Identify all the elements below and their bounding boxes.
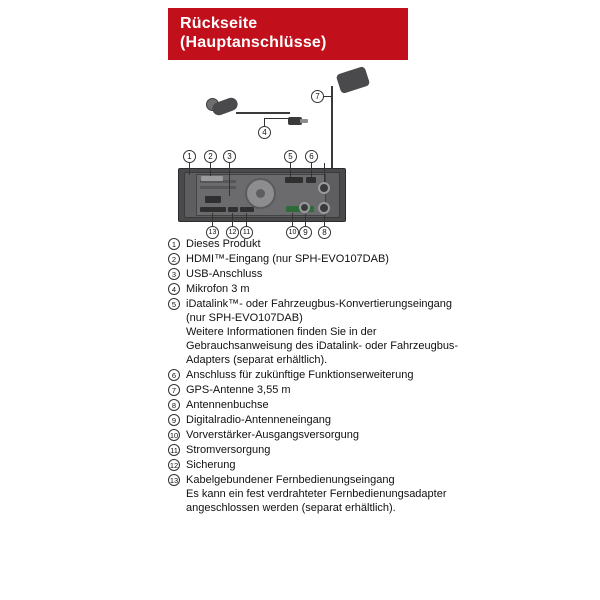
callout-6: 6 bbox=[305, 150, 318, 163]
leader-line-11 bbox=[246, 213, 247, 226]
leader-line-1 bbox=[189, 163, 190, 175]
microphone-plug-tip-icon bbox=[300, 119, 308, 123]
microphone-cable bbox=[236, 112, 290, 114]
connector-gps-antenna bbox=[318, 182, 330, 194]
callout-9: 9 bbox=[299, 226, 312, 239]
cooling-fan-icon bbox=[245, 178, 276, 209]
gps-antenna-cable bbox=[331, 86, 333, 170]
page-title-line-1: Rückseite bbox=[180, 15, 258, 32]
connector-digital-radio-antenna bbox=[299, 202, 310, 213]
page-title-banner bbox=[168, 8, 408, 60]
legend-label: Digitalradio-Antenneneingang bbox=[186, 414, 331, 426]
legend-label: GPS-Antenne 3,55 m bbox=[186, 384, 291, 396]
list-item bbox=[168, 473, 468, 515]
legend-list bbox=[168, 237, 468, 516]
callout-5: 5 bbox=[284, 150, 297, 163]
connector-power bbox=[240, 207, 254, 212]
legend-number: 11 bbox=[168, 444, 180, 456]
legend-number: 6 bbox=[168, 369, 180, 381]
callout-11: 11 bbox=[240, 226, 253, 239]
callout-4: 4 bbox=[258, 126, 271, 139]
callout-7: 7 bbox=[311, 90, 324, 103]
list-item bbox=[168, 398, 468, 412]
list-item bbox=[168, 297, 468, 367]
legend-number: 10 bbox=[169, 431, 179, 440]
legend-label: Vorverstärker-Ausgangsversorgung bbox=[186, 429, 360, 441]
leader-line-9 bbox=[305, 214, 306, 226]
list-item bbox=[168, 383, 468, 397]
leader-line-7 bbox=[324, 163, 325, 182]
legend-number: 13 bbox=[169, 476, 179, 485]
callout-10: 10 bbox=[286, 226, 299, 239]
leader-line-12 bbox=[232, 213, 233, 226]
connector-wired-remote bbox=[200, 207, 226, 212]
legend-number: 12 bbox=[169, 461, 179, 470]
connector-fuse bbox=[228, 207, 238, 212]
legend-label: iDatalink™- oder Fahrzeugbus-Konvertierungseingang (nur SPH-EVO107DAB) bbox=[186, 298, 452, 324]
leader-line-4b bbox=[264, 118, 265, 126]
leader-line-10 bbox=[292, 213, 293, 226]
connector-expansion bbox=[306, 177, 316, 183]
vent-slot bbox=[200, 186, 236, 189]
list-item bbox=[168, 428, 468, 442]
callout-1: 1 bbox=[183, 150, 196, 163]
page-title-line-2: (Hauptanschlüsse) bbox=[180, 34, 327, 51]
list-item bbox=[168, 267, 468, 281]
callout-13: 13 bbox=[206, 226, 219, 239]
legend-number: 3 bbox=[168, 268, 180, 280]
legend-label: Dieses Produkt bbox=[186, 238, 261, 250]
legend-number: 1 bbox=[168, 238, 180, 250]
callout-12: 12 bbox=[226, 226, 239, 239]
leader-line-6 bbox=[311, 163, 312, 177]
legend-label: USB-Anschluss bbox=[186, 268, 263, 280]
legend-label: HDMI™-Eingang (nur SPH-EVO107DAB) bbox=[186, 253, 389, 265]
list-item bbox=[168, 458, 468, 472]
leader-line-8 bbox=[324, 216, 325, 226]
connector-idatalink bbox=[285, 177, 303, 183]
legend-number: 5 bbox=[168, 298, 180, 310]
legend-sublabel: Weitere Informationen finden Sie in der Gebrauchsanweisung des iDatalink- oder Fahrzeugbus-Adapters (separat erhältlich). bbox=[186, 326, 459, 366]
legend-label: Antennenbuchse bbox=[186, 399, 269, 411]
legend-sublabel: Es kann ein fest verdrahteter Fernbedienungsadapter angeschlossen werden (separat erhältlich). bbox=[186, 488, 447, 514]
list-item bbox=[168, 443, 468, 457]
list-item bbox=[168, 413, 468, 427]
legend-number: 9 bbox=[168, 414, 180, 426]
leader-line-5 bbox=[290, 163, 291, 177]
list-item bbox=[168, 282, 468, 296]
callout-2: 2 bbox=[204, 150, 217, 163]
connector-usb bbox=[205, 196, 221, 203]
connector-antenna-socket bbox=[318, 202, 330, 214]
callout-8: 8 bbox=[318, 226, 331, 239]
legend-label: Sicherung bbox=[186, 459, 236, 471]
rear-panel-diagram bbox=[0, 60, 600, 235]
leader-line-2 bbox=[210, 163, 211, 176]
legend-number: 7 bbox=[168, 384, 180, 396]
legend-label: Mikrofon 3 m bbox=[186, 283, 250, 295]
legend-label: Anschluss für zukünftige Funktionserweiterung bbox=[186, 369, 414, 381]
leader-line-13 bbox=[212, 213, 213, 226]
list-item bbox=[168, 237, 468, 251]
list-item bbox=[168, 368, 468, 382]
legend-number: 8 bbox=[168, 399, 180, 411]
leader-line-3 bbox=[229, 163, 230, 196]
legend-label: Kabelgebundener Fernbedienungseingang bbox=[186, 474, 395, 486]
connector-hdmi bbox=[201, 176, 223, 181]
list-item bbox=[168, 252, 468, 266]
leader-line-4 bbox=[264, 118, 290, 119]
legend-number: 2 bbox=[168, 253, 180, 265]
legend-label: Stromversorgung bbox=[186, 444, 271, 456]
gps-antenna-icon bbox=[336, 66, 371, 94]
legend-number: 4 bbox=[168, 283, 180, 295]
callout-3: 3 bbox=[223, 150, 236, 163]
